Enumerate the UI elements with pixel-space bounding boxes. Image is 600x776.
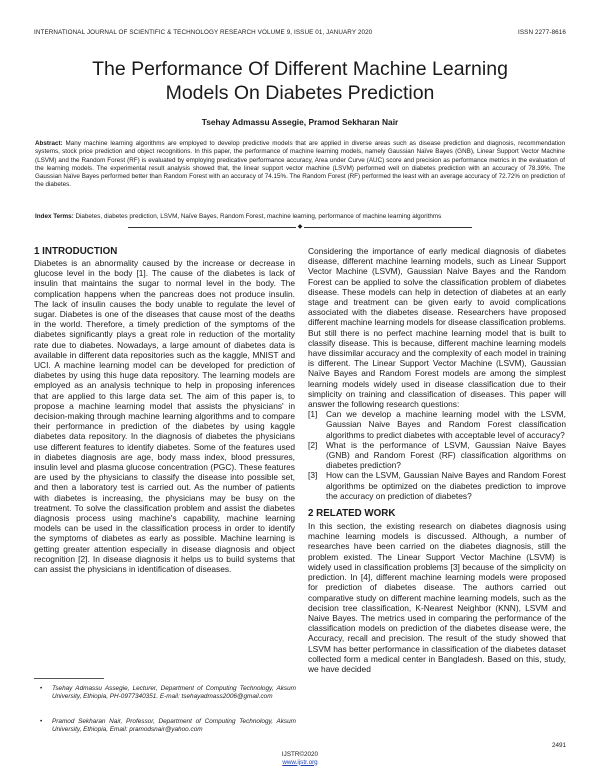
introduction-text: Diabetes is an abnormality caused by the increase or decrease in glucose level in the body [1]. The cause of the diabetes is lack of insulin that maintains the sugar to normal level in the body. The complication happens when the pancreas does not produce insulin. The lack of insulin causes the body unable to regulate the level of sugar. Diabetes is one of the diseases that cause most of the deaths in the world. Therefore, a timely prediction of the symptoms of the diabetes significantly plays a great role in reduction of the mortality rate due to diabetes. Nowadays, a large amount of diabetes data is available in different data repositories such as the kaggle, MNIST and UCI. A machine learning model can be developed for prediction of diabetes by using this huge data repository. The learning models are employed as an analysis technique to help in proposing inferences that are applied to this large data set. The aim of this paper is, to propose a machine learning model that assists the physicians' in decision-making through machine learning algorithms and to compare their performance in prediction of the diabetes by using kaggle diabetes data repository. In the diagnosis of diabetes the physicians use different features to identify diabetes. Some of the features used in diabetes diagnosis are age, body mass index, blood pressures, insulin level and plasma glucose concentration (PGC). These features are used by the physicians to classify the disease into possible set, and then a laboratory test is carried out. As the number of patients with diabetes is increasing, the physicians may be busy on the treatment. To solve the classification problem and assist the diabetes diagnosis process using machine's capability, machine learning models can be used in the classification process in order to identify the symptoms of diabetes as early as possible. Machine learning is getting greater attention especially in disease diagnosis and object recognition [2]. In disease diagnosis it helps us to build systems that can assist the physicians in identification of diseases. bbox=[34, 258, 295, 575]
section-separator bbox=[0, 223, 600, 232]
research-questions bbox=[308, 409, 566, 501]
paper-title bbox=[20, 57, 580, 105]
separator-line-left bbox=[128, 227, 296, 228]
question-text: How can the LSVM, Gaussian Naive Bayes and Random Forest algorithms be optimized on the diabetes prediction to improve the accuracy on prediction of diabetes? bbox=[326, 470, 566, 501]
introduction-heading: 1 INTRODUCTION bbox=[34, 246, 118, 257]
abstract bbox=[35, 140, 565, 190]
question-item bbox=[308, 440, 566, 471]
question-number: [1] bbox=[308, 409, 318, 420]
related-work-heading: 2 RELATED WORK bbox=[308, 508, 396, 520]
page-number: 2491 bbox=[551, 742, 566, 749]
separator-line-right bbox=[304, 227, 472, 228]
page-footer bbox=[0, 751, 600, 766]
index-terms bbox=[35, 213, 565, 221]
footnote-author-2 bbox=[34, 718, 296, 734]
footer-copyright: IJSTR©2020 bbox=[281, 751, 319, 758]
authors: Tsehay Admassu Assegie, Pramod Sekharan Nair bbox=[201, 117, 399, 127]
question-number: [3] bbox=[308, 470, 318, 481]
abstract-label: Abstract: bbox=[35, 140, 63, 147]
abstract-text: Many machine learning algorithms are employed to develop predictive models that are applied in diverse areas such as disease prediction and diagnosis, recommendation systems, stock price prediction and object recognitions. In this paper, the performance of machine learning models, namely Gaussian Naïve Bayes (GNB), Linear Support Vector Machine (LSVM) and the Random Forest (RF) is evaluated by employing predicative performance accuracy, Area under Curve (AUC) score and precision as performance metrics in the evaluation of the learning models. The experimental result analysis showed that, the linear support vector machine (LSVM) performed well on diabetes prediction with an accuracy of 78.39%. The Gaussian Naïve Bayes performed better than Random Forest with an accuracy of 74.15%. The Random Forest (RF) performed the least with an average accuracy of 72.72% on prediction of the diabetes. bbox=[35, 140, 565, 189]
footnote-text: Tsehay Admassu Assegie, Lecturer, Department of Computing Technology, Aksum University, Ethiopia, PH-0977340351. E-mail: tsehayadmass2006@gmail.com bbox=[52, 685, 296, 701]
question-number: [2] bbox=[308, 439, 318, 450]
index-terms-label: Index Terms: bbox=[35, 213, 74, 220]
question-item bbox=[308, 409, 566, 440]
right-column bbox=[308, 246, 566, 674]
question-item bbox=[308, 470, 566, 501]
footnote-rule bbox=[34, 678, 104, 679]
index-terms-text: Diabetes, diabetes prediction, LSVM, Naïve Bayes, Random Forest, machine learning, performance of machine learning algorithms bbox=[73, 213, 442, 220]
footnote-author-1 bbox=[34, 685, 296, 701]
running-header bbox=[34, 29, 566, 39]
bullet-icon: • bbox=[40, 718, 43, 725]
title-line-1: The Performance Of Different Machine Learning bbox=[92, 58, 508, 80]
journal-name: INTERNATIONAL JOURNAL OF SCIENTIFIC & TECHNOLOGY RESEARCH VOLUME 9, ISSUE 01, JANUARY 2020 bbox=[34, 29, 373, 36]
diamond-icon: ◆ bbox=[297, 224, 303, 230]
question-text: What is the performance of LSVM, Gaussian Naive Bayes (GNB) and Random Forest (RF) classification algorithms on diabetes prediction? bbox=[326, 439, 566, 471]
question-text: Can we develop a machine learning model with the LSVM, Gaussian Naive Bayes and Random Forest classification algorithms to predict diabetes with acceptable level of accuracy? bbox=[326, 409, 566, 440]
intro-continuation: Considering the importance of early medical diagnosis of diabetes disease, different machine learning models, such as Linear Support Vector Machine (LSVM), Gaussian Naive Bayes and the Random Forest can be applied to solve the classification problem of diabetes disease. These models can help in detection of diabetes at an early stage and treatment can be given early to avoid complications associated with the diabetes disease. Researchers have proposed different machine learning models for disease classification problems. But still there is no perfect machine learning model that is built to classify disease. This is because, different machine learning models have dissimilar accuracy and the complexity of each model in training is different. The Linear Support Vector Machine (LSVM), Gaussian Naïve Bayes and Random Forest models are among the simplest learning models widely used in disease classification due to their simplicity on training and classification of diseases. This paper will answer the following research questions: bbox=[308, 246, 566, 410]
footnote-text: Pramod Sekharan Nair, Professor, Department of Computing Technology, Aksum University, Ethiopia, Email: pramodsnair@yahoo.com bbox=[52, 718, 296, 734]
footer-link[interactable]: www.ijstr.org bbox=[282, 758, 318, 766]
related-work-text: In this section, the existing research on diabetes diagnosis using machine learning models is discussed. Although, a number of researches have been carried on the diabetes diagnosis, still the problem existed. The Linear Support Vector Machine (LSVM) is widely used in classification problems [3] because of the simplicity on prediction. In [4], different machine learning models were proposed for prediction of diabetes disease. The authors carried out comparative study on different machine learning models, such as the decision tree classification, K-Nearest Neighbor (KNN), LSVM and Naive Bayes. The metrics used in comparing the performance of the classification models on prediction of the diabetes disease were, the Accuracy, recall and precision. The result of the study showed that LSVM has better performance in classification of the diabetes dataset collected form a medical center in Bangladesh. Based on this, study, we have decided bbox=[308, 521, 566, 674]
issn: ISSN 2277-8616 bbox=[518, 29, 566, 36]
left-column bbox=[34, 246, 295, 574]
title-line-2: Models On Diabetes Prediction bbox=[165, 82, 435, 104]
bullet-icon: • bbox=[40, 685, 43, 692]
